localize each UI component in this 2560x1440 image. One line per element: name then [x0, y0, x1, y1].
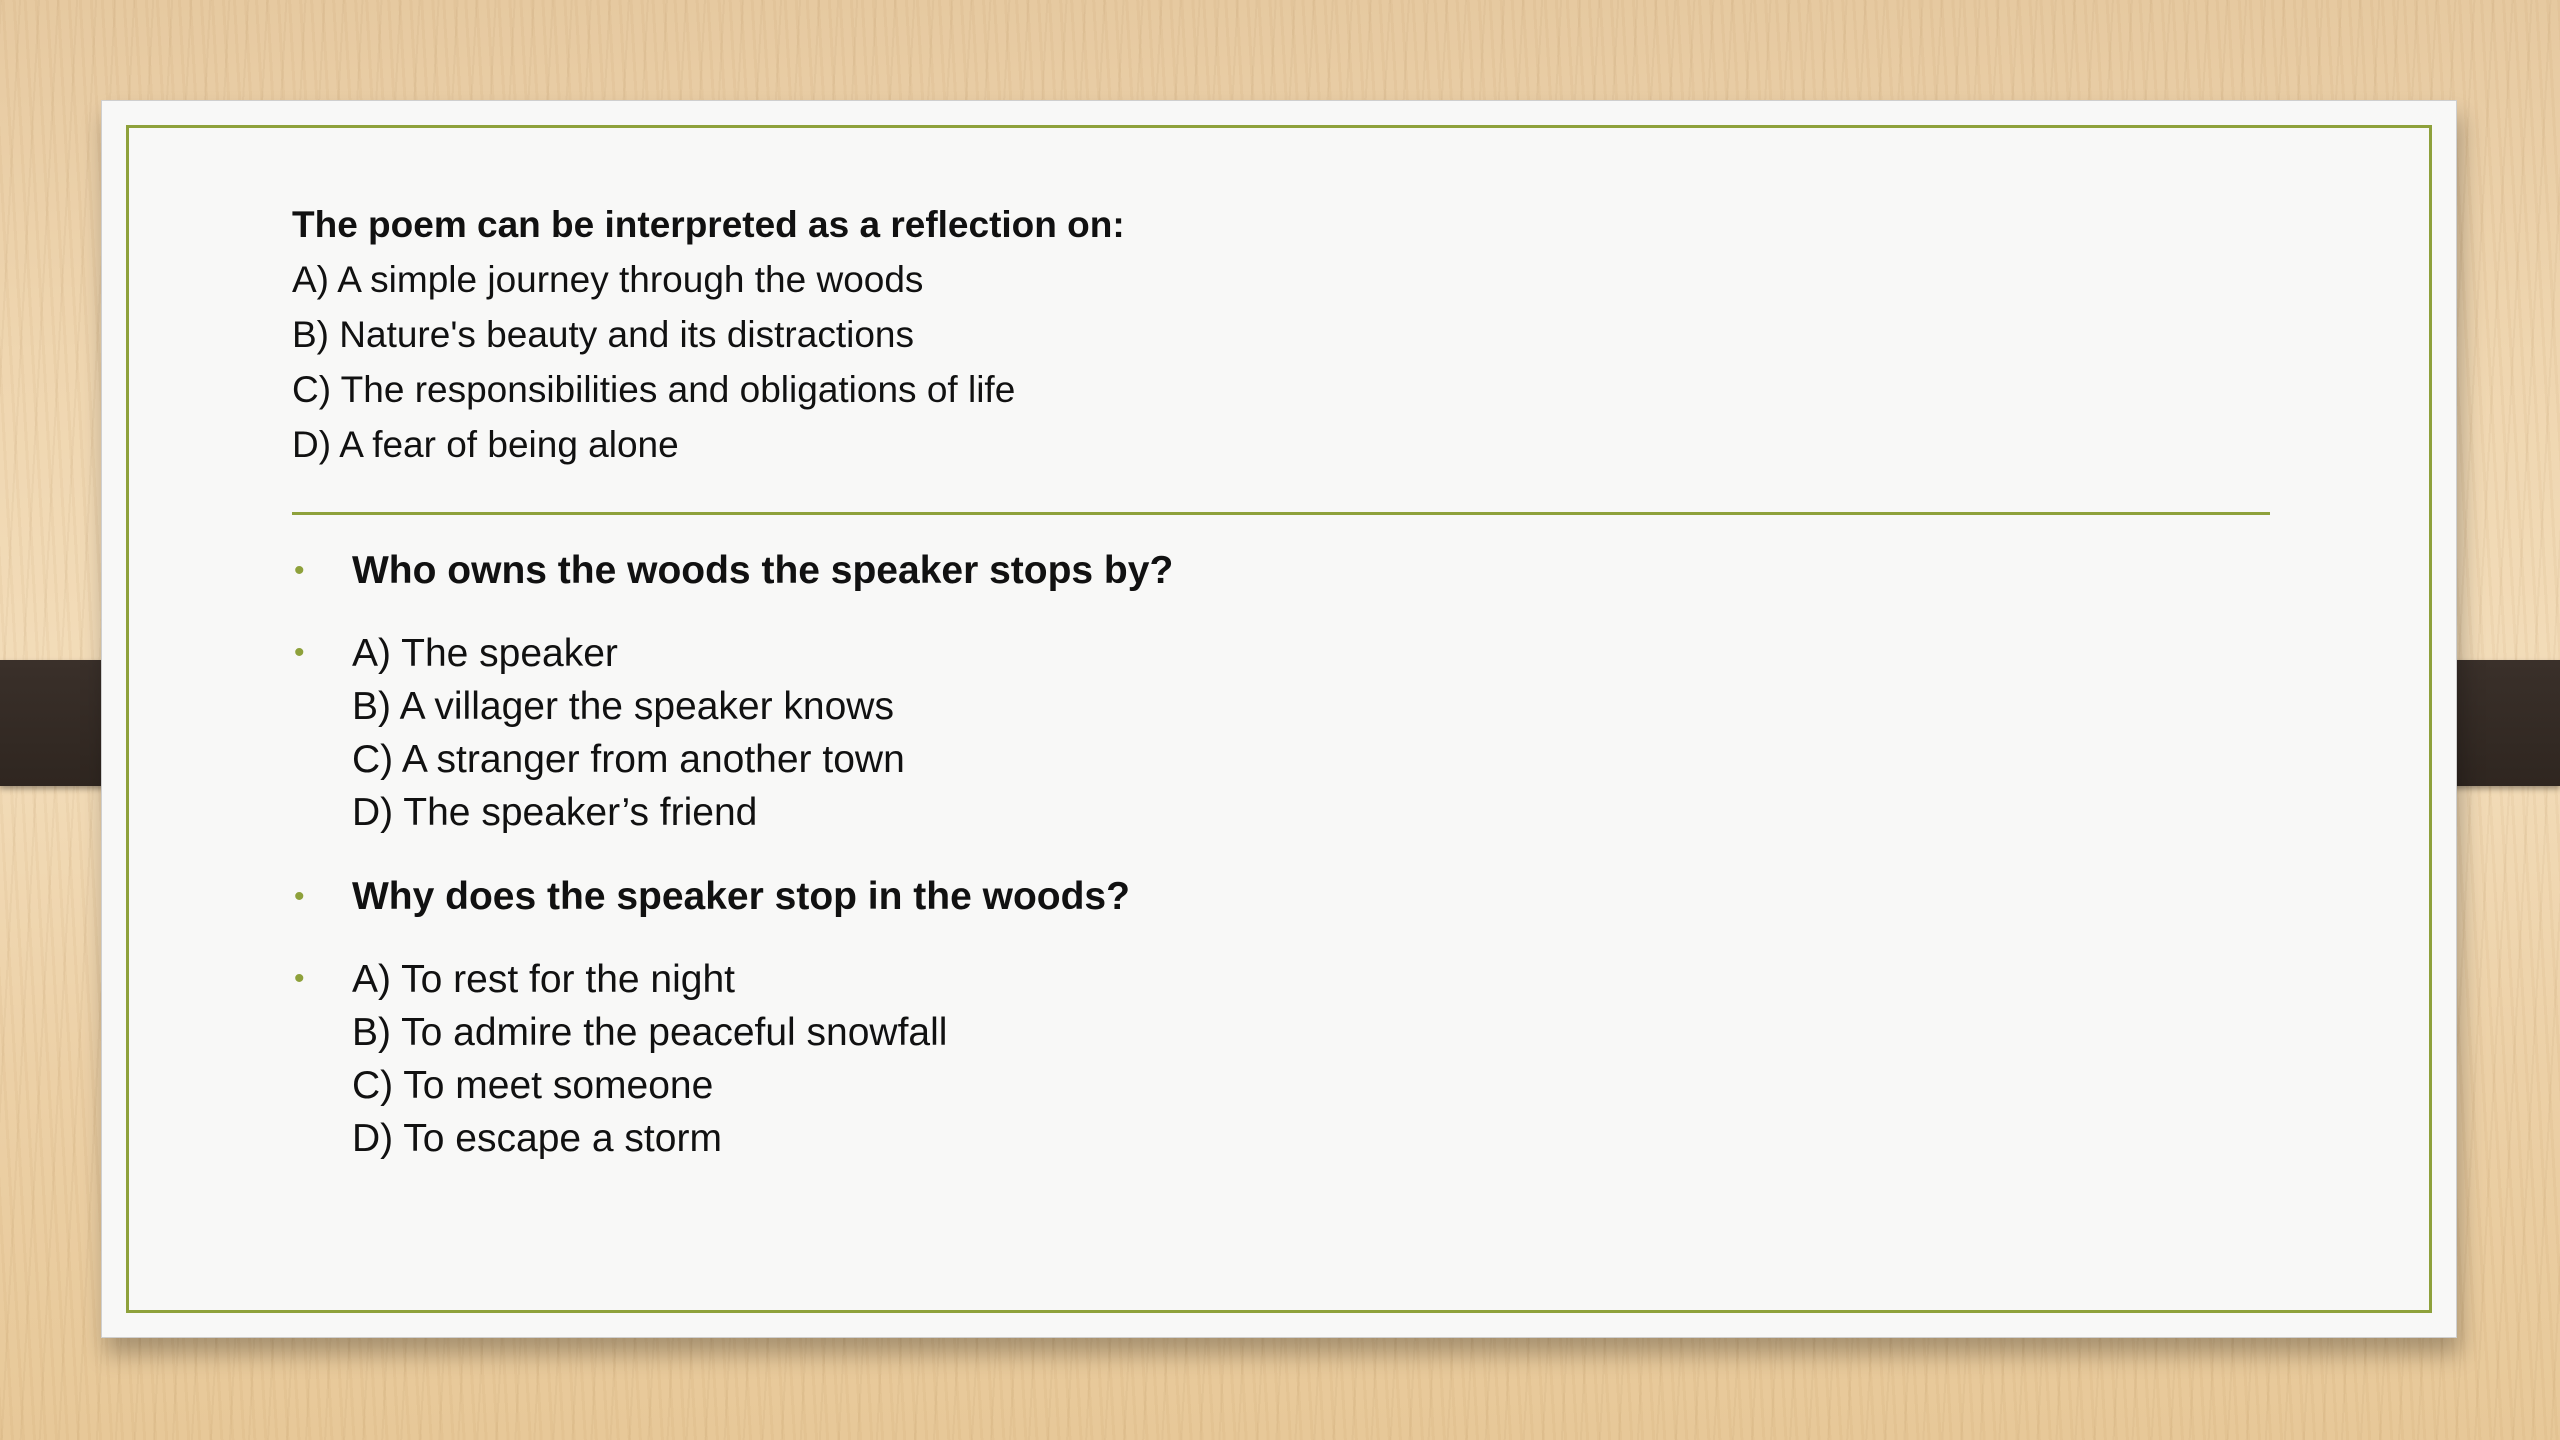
intro-option-d: D) A fear of being alone — [292, 424, 679, 465]
question-2-answer-c: C) To meet someone — [352, 1064, 714, 1107]
question-1-answers — [292, 627, 2272, 839]
question-2-answer-b: B) To admire the peaceful snowfall — [352, 1011, 948, 1054]
question-2-answer-d: D) To escape a storm — [352, 1117, 722, 1160]
bullet-dot-icon: • — [294, 962, 305, 995]
question-2-answer-a: A) To rest for the night — [352, 958, 735, 1001]
intro-option-a: A) A simple journey through the woods — [292, 259, 924, 300]
question-1-answer-b: B) A villager the speaker knows — [352, 685, 894, 728]
slide-card — [101, 100, 2457, 1338]
question-1-text: Who owns the woods the speaker stops by? — [352, 549, 1174, 592]
question-2-text: Why does the speaker stop in the woods? — [352, 875, 1130, 918]
question-1-answer-d: D) The speaker’s friend — [352, 791, 758, 834]
intro-option-c: C) The responsibilities and obligations of life — [292, 369, 1016, 410]
question-1-answer-a: A) The speaker — [352, 632, 618, 675]
intro-question: The poem can be interpreted as a reflection on: — [292, 204, 1125, 245]
section-divider — [292, 512, 2270, 515]
bullet-dot-icon: • — [294, 636, 305, 669]
slide-content — [292, 197, 2272, 1165]
question-1-answer-c: C) A stranger from another town — [352, 738, 905, 781]
bullet-dot-icon: • — [294, 554, 305, 587]
bullet-dot-icon: • — [294, 880, 305, 913]
question-2-answers — [292, 953, 2272, 1165]
question-1 — [292, 545, 2272, 597]
intro-option-b: B) Nature's beauty and its distractions — [292, 314, 914, 355]
question-2 — [292, 871, 2272, 923]
